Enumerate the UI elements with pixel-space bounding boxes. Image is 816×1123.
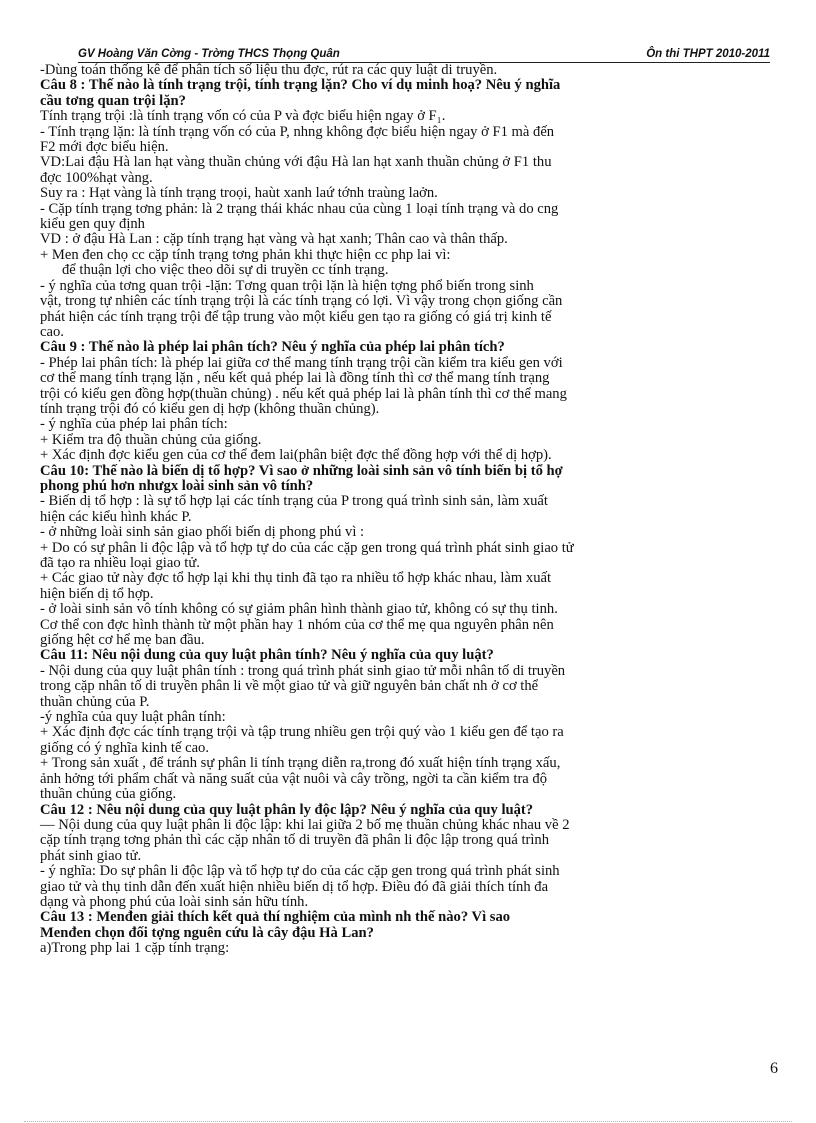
text-line: - Biến dị tổ hợp : là sự tổ hợp lại các tính trạng của P trong quá trình sinh sản, làm xuất	[40, 493, 548, 510]
text-line: — Nội dung của quy luật phân li độc lập: khi lai giữa 2 bố mẹ thuần chủng khác nhau về 2	[40, 816, 570, 833]
text-line: - ở những loài sinh sản giao phối biến dị phong phú vì :	[40, 524, 365, 541]
text-line: - Tính trạng lặn: là tính trạng vốn có của P, nhng không đợc biểu hiện ngay ở F1 mà đến	[40, 123, 555, 140]
text-line: thuần chủng của P.	[40, 693, 150, 710]
text-line: + Kiểm tra độ thuần chủng của giống.	[40, 431, 262, 448]
text-line: -Dùng toán thống kê để phân tích số liệu thu đợc, rút ra các quy luật di truyền.	[40, 62, 498, 78]
text-line: ảnh hởng tới phẩm chất và năng suất của vật nuôi và cây trồng, ngời ta cần kiểm tra độ	[40, 770, 548, 787]
text-line: giao tử và thụ tinh dẫn đến xuất hiện nhiều biến dị tổ hợp. Điều đó đã giải thích tính đa	[40, 878, 549, 895]
text-line: đợc 100%hạt vàng.	[40, 169, 153, 186]
text-line: thuần chủng của giống.	[40, 786, 177, 803]
question-heading: Câu 10: Thế nào là biến dị tổ hợp? Vì sao ở những loài sinh sản vô tính biến bị tổ hợ	[40, 462, 563, 479]
document-body	[40, 63, 740, 957]
text-line: giống có ý nghĩa kinh tế cao.	[40, 739, 210, 756]
text-line: - ý nghĩa của phép lai phân tích:	[40, 416, 228, 433]
text-line: cặp tính trạng tơng phản thì các cặp nhân tố di truyền đã phân li độc lập trong quá trình	[40, 832, 550, 849]
text-line: + Do có sự phân li độc lập và tổ hợp tự do của các cặp gen trong quá trình phát sinh giao tử	[40, 539, 574, 556]
question-heading: Câu 11: Nêu nội dung của quy luật phân tính? Nêu ý nghĩa của quy luật?	[40, 647, 494, 664]
text-line: hiện các kiểu hình khác P.	[40, 508, 192, 525]
text-line: -ý nghĩa của quy luật phân tính:	[40, 709, 226, 726]
text-line: + Trong sản xuất , để tránh sự phân li tính trạng diễn ra,trong đó xuất hiện tính trạng xấu,	[40, 755, 561, 772]
header-author: GV Hoàng Văn Cờng - Trờng THCS Thọng Quân	[78, 48, 340, 60]
text-line: kiểu gen quy định	[40, 216, 145, 233]
text-line: - Nội dung của quy luật phân tính : trong quá trình phát sinh giao tử mỗi nhân tố di truyền	[40, 662, 566, 679]
text-line: phát hiện các tính trạng trội để tập trung vào một kiểu gen tạo ra giống có giá trị kinh tế	[40, 308, 552, 325]
question-heading: cầu tơng quan trội lặn?	[40, 92, 186, 109]
text-line: F2 mới đợc biểu hiện.	[40, 139, 169, 156]
question-heading: Câu 12 : Nêu nội dung của quy luật phân ly độc lập? Nêu ý nghĩa của quy luật?	[40, 801, 534, 818]
page-number: 6	[770, 1060, 778, 1077]
text-line: a)Trong php lai 1 cặp tính trạng:	[40, 940, 230, 957]
text-line: + Xác định đợc kiểu gen của cơ thể đem lai(phân biệt đợc thể đồng hợp với thể dị hợp).	[40, 447, 552, 464]
question-heading: Câu 13 : Menđen giải thích kết quả thí nghiệm của mình nh thế nào? Vì sao	[40, 909, 511, 926]
text-line: VD : ở đậu Hà Lan : cặp tính trạng hạt vàng và hạt xanh; Thân cao và thân thấp.	[40, 231, 508, 248]
text-line: VD:Lai đậu Hà lan hạt vàng thuần chủng với đậu Hà lan hạt xanh thuần chủng ở F1 thu	[40, 154, 552, 171]
text-line: Cơ thể con đợc hình thành từ một phần hay 1 nhóm của cơ thể mẹ qua nguyên phân nên	[40, 616, 554, 633]
text-line: trội có kiểu gen đồng hợp(thuần chủng) . nếu kết quả phép lai là phân tính thì cơ thể mang	[40, 385, 567, 402]
text-line: + Các giao tử này đợc tổ hợp lại khi thụ tinh đã tạo ra nhiều tổ hợp khác nhau, làm xuất	[40, 570, 552, 587]
text-line: vật, trong tự nhiên các tính trạng trội là các tính trạng có lợi. Vì vậy trong chọn giống cần	[40, 293, 563, 310]
text-line: - Cặp tính trạng tơng phản: là 2 trạng thái khác nhau của cùng 1 loại tính trạng và do cng	[40, 200, 559, 217]
text-line: trong cặp nhân tố di truyền phân li về một giao tử và giữ nguyên bản chất nh ở cơ thể	[40, 678, 539, 695]
text-line: đã tạo ra nhiều loại giao tử.	[40, 555, 200, 571]
question-heading: Câu 8 : Thế nào là tính trạng trội, tính trạng lặn? Cho ví dụ minh hoạ? Nêu ý nghĩa	[40, 77, 561, 94]
text-line: giống hệt cơ hể mẹ ban đầu.	[40, 632, 205, 649]
text-line: - ý nghĩa của tơng quan trội -lặn: Tơng quan trội lặn là hiện tợng phổ biến trong sinh	[40, 277, 534, 294]
text-line: + Xác định đợc các tính trạng trội và tập trung nhiều gen trội quý vào 1 kiểu gen để tạo ra	[40, 724, 564, 741]
text-line: - ý nghĩa: Do sự phân li độc lập và tổ hợp tự do của các cặp gen trong quá trình phát sinh	[40, 863, 560, 880]
text-line: + Men đen chọ cc cặp tính trạng tơng phản khi thực hiện cc php lai vì:	[40, 246, 451, 263]
question-heading: Menđen chọn đối tợng nguên cứu là cây đậu Hà Lan?	[40, 924, 374, 941]
header-course: Ôn thi THPT 2010-2011	[646, 48, 770, 60]
text-line: phát sinh giao tử.	[40, 847, 142, 864]
text-line: dạng và phong phú của loài sinh sản hữu tính.	[40, 893, 309, 910]
text-line: Tính trạng trội :là tính trạng vốn có của P và đợc biểu hiện ngay ở F₁.	[40, 108, 446, 125]
text-line: - ở loài sinh sản vô tính không có sự giảm phân hình thành giao tử, không có sự thụ tinh.	[40, 601, 558, 618]
text-line: cao.	[40, 323, 64, 340]
text-line: hiện biến dị tổ hợp.	[40, 585, 154, 602]
footer-divider	[24, 1121, 792, 1122]
text-line: cơ thể mang tính trạng lặn , nếu kết quả phép lai là đồng tính thì cơ thể mang tính trạng	[40, 370, 550, 387]
question-heading: Câu 9 : Thế nào là phép lai phân tích? Nêu ý nghĩa của phép lai phân tích?	[40, 339, 505, 356]
text-line: Suy ra : Hạt vàng là tính trạng troọi, haùt xanh laứ tớnh traùng laởn.	[40, 185, 438, 202]
text-line: - Phép lai phân tích: là phép lai giữa cơ thể mang tính trạng trội cần kiểm tra kiểu gen với	[40, 354, 563, 371]
question-heading: phong phú hơn nhưgx loài sinh sản vô tính?	[40, 477, 314, 494]
text-line: để thuận lợi cho việc theo dõi sự di truyền cc tính trạng.	[62, 262, 389, 279]
text-line: tính trạng trội đó có kiểu gen dị hợp (không thuần chủng).	[40, 400, 380, 417]
